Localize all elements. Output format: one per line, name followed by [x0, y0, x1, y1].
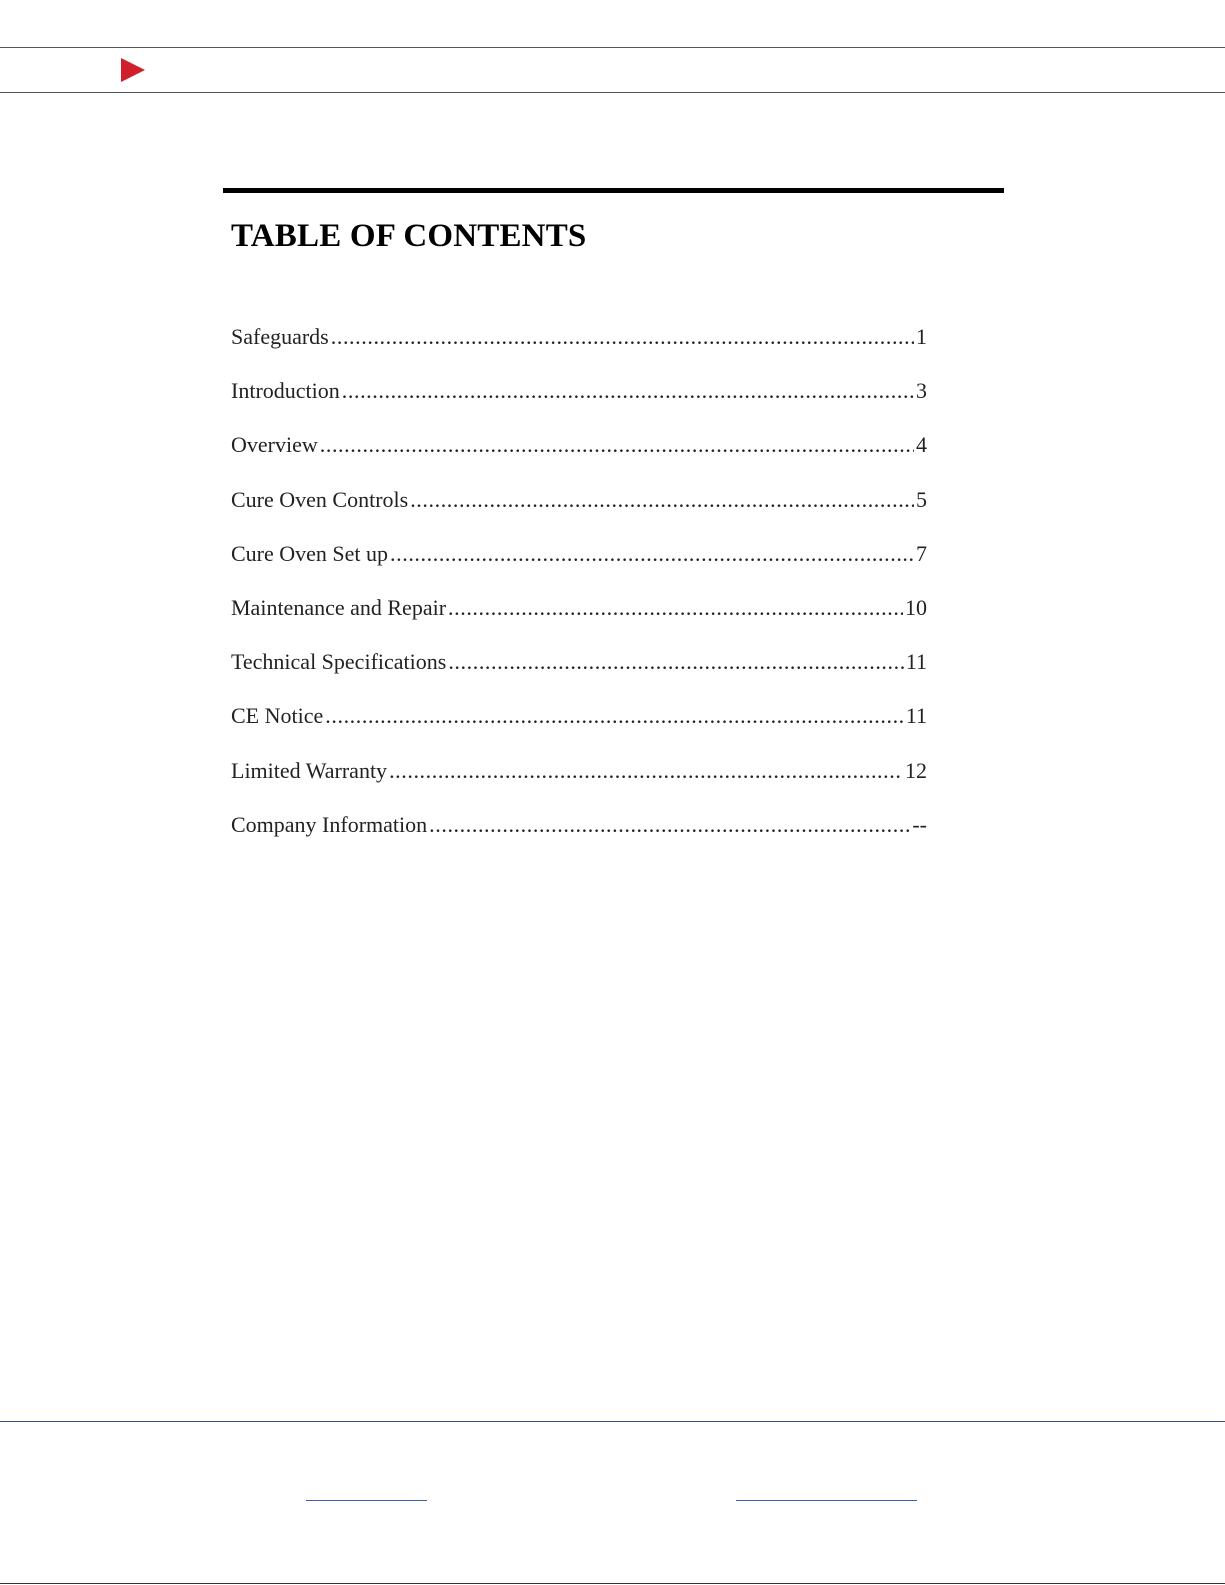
toc-entry-label: Company Information [231, 811, 428, 837]
toc-page-number: -- [912, 811, 927, 837]
footer-link-underline[interactable] [736, 1500, 917, 1501]
toc-page-number: 3 [916, 378, 927, 404]
toc-entry-label: Technical Specifications [231, 649, 447, 675]
toc-entry-introduction[interactable] [231, 378, 927, 432]
toc-dot-leader [320, 432, 914, 458]
toc-entry-ce-notice[interactable] [231, 703, 927, 757]
toc-dot-leader [410, 487, 914, 513]
play-arrow-shape [121, 58, 145, 82]
toc-entry-label: Introduction [231, 378, 340, 404]
toc-entry-cure-oven-controls[interactable] [231, 487, 927, 541]
toc-dot-leader [390, 541, 914, 567]
toc-entry-label: CE Notice [231, 703, 324, 729]
toc-page-number: 11 [905, 703, 927, 729]
header-band [0, 47, 1225, 93]
toc-dot-leader [331, 324, 914, 350]
bottom-rule [0, 1583, 1225, 1584]
toc-entry-label: Maintenance and Repair [231, 594, 447, 620]
toc-entry-technical-specifications[interactable] [231, 649, 927, 703]
footer-rule [0, 1421, 1225, 1422]
toc-entry-safeguards[interactable] [231, 324, 927, 378]
toc-dot-leader [389, 758, 903, 784]
title-rule [223, 188, 1004, 193]
play-arrow-icon [121, 58, 145, 82]
toc-page-number: 12 [905, 757, 927, 783]
toc-page-number: 11 [905, 649, 927, 675]
toc-entry-maintenance-and-repair[interactable] [231, 595, 927, 649]
toc-page-number: 5 [916, 486, 927, 512]
toc-dot-leader [448, 649, 903, 675]
toc-page-number: 4 [916, 432, 927, 458]
toc-list [231, 324, 927, 866]
toc-dot-leader [429, 812, 910, 838]
toc-dot-leader [342, 378, 914, 404]
toc-page-number: 1 [916, 324, 927, 349]
toc-entry-label: Limited Warranty [231, 757, 388, 783]
page-title: TABLE OF CONTENTS [231, 218, 587, 254]
toc-page-number: 10 [905, 594, 927, 620]
toc-entry-cure-oven-set-up[interactable] [231, 541, 927, 595]
toc-dot-leader [325, 703, 904, 729]
footer-link-underline[interactable] [306, 1500, 427, 1501]
toc-dot-leader [448, 595, 903, 621]
toc-entry-label: Cure Oven Controls [231, 486, 409, 512]
toc-entry-company-information[interactable] [231, 812, 927, 866]
toc-entry-label: Overview [231, 432, 318, 458]
toc-entry-limited-warranty[interactable] [231, 758, 927, 812]
toc-entry-label: Cure Oven Set up [231, 540, 389, 566]
toc-page-number: 7 [916, 540, 927, 566]
toc-entry-overview[interactable] [231, 432, 927, 486]
toc-entry-label: Safeguards [231, 324, 329, 349]
